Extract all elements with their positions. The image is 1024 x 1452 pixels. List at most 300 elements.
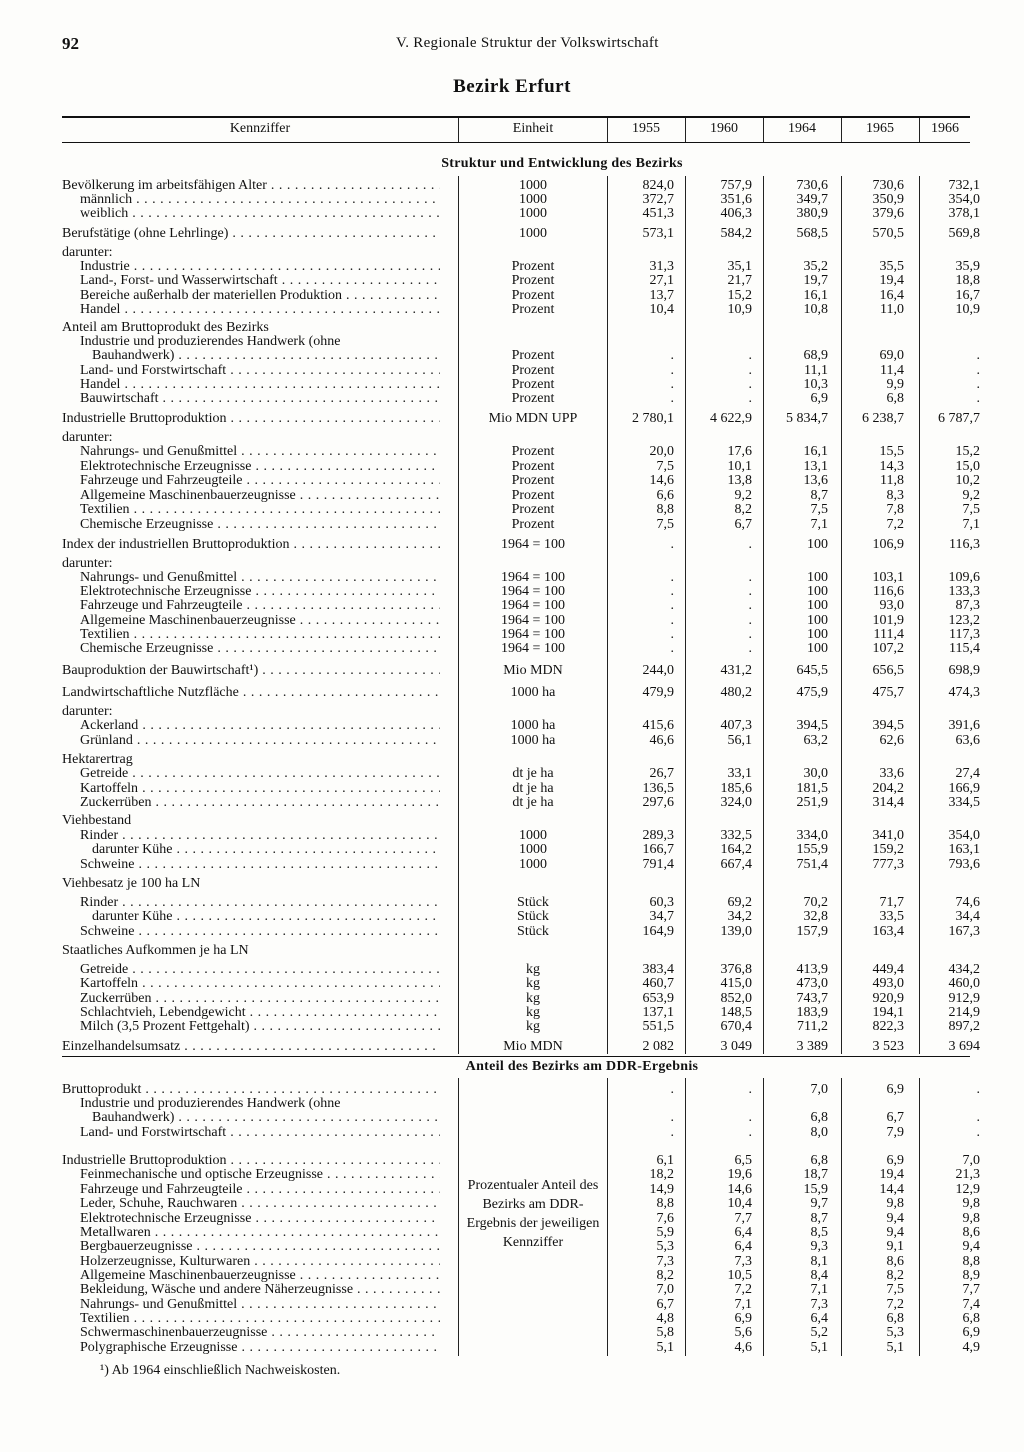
cell-1955: . (670, 1082, 674, 1097)
row-label: Industrie . . . (80, 259, 440, 274)
cell-1965: 777,3 (872, 857, 904, 872)
cell-1966: 74,6 (955, 895, 980, 910)
cell-1965: 3 523 (872, 1039, 904, 1054)
cell-1955: 2 780,1 (632, 411, 674, 426)
cell-1965: 101,9 (872, 613, 904, 628)
cell-1964: 334,0 (796, 828, 828, 843)
cell-1965: 6,8 (886, 1311, 904, 1326)
cell-1966: 474,3 (948, 685, 980, 700)
cell-1966: 8,6 (962, 1225, 980, 1240)
row-label: darunter: (62, 556, 113, 571)
table-row (0, 1325, 1024, 1340)
chapter-heading: V. Regionale Struktur der Volkswirtschaft (396, 35, 659, 51)
cell-1960: . (748, 363, 752, 378)
row-label: Schwermaschinenbauerzeugnisse . . . (80, 1325, 440, 1340)
table-row (0, 766, 1024, 781)
section-title-structure: Struktur und Entwicklung des Bezirks (441, 156, 683, 171)
row-unit: Mio MDN UPP (488, 411, 578, 426)
cell-1960: 431,2 (720, 663, 752, 678)
table-row (0, 192, 1024, 207)
row-label: Textilien . . . (80, 627, 440, 642)
cell-1964: 68,9 (803, 348, 828, 363)
cell-1965: 11,8 (880, 473, 904, 488)
cell-1964: 9,7 (810, 1196, 828, 1211)
cell-1965: 656,5 (872, 663, 904, 678)
column-divider (763, 118, 764, 142)
row-unit: 1000 (519, 178, 547, 193)
cell-1965: 107,2 (872, 641, 904, 656)
row-label: Textilien . . . (80, 1311, 440, 1326)
table-row (0, 391, 1024, 406)
cell-1965: 8,6 (886, 1254, 904, 1269)
cell-1966: 87,3 (955, 598, 980, 613)
cell-1960: 13,8 (727, 473, 752, 488)
cell-1955: 824,0 (642, 178, 674, 193)
cell-1966: 8,9 (962, 1268, 980, 1283)
row-label: Industrielle Bruttoproduktion . . . (62, 411, 440, 426)
row-unit: dt je ha (512, 795, 554, 810)
cell-1966: 116,3 (949, 537, 980, 552)
cell-1966: 793,6 (948, 857, 980, 872)
cell-1965: 103,1 (872, 570, 904, 585)
cell-1960: 6,9 (734, 1311, 752, 1326)
table-row (0, 411, 1024, 426)
row-label: Landwirtschaftliche Nutzfläche . . . (62, 685, 440, 700)
cell-1965: 159,2 (872, 842, 904, 857)
cell-1964: 7,3 (810, 1297, 828, 1312)
table-row (0, 1182, 1024, 1197)
row-label: Leder, Schuhe, Rauchwaren . . . (80, 1196, 440, 1211)
cell-1955: . (670, 1110, 674, 1125)
table-row (0, 1225, 1024, 1240)
table-row (0, 1340, 1024, 1355)
cell-1960: 376,8 (720, 962, 752, 977)
cell-1966: 34,4 (955, 909, 980, 924)
row-label: Grünland . . . (80, 733, 440, 748)
cell-1960: 6,7 (734, 517, 752, 532)
table-row (0, 943, 1024, 958)
cell-1960: 670,4 (720, 1019, 752, 1034)
cell-1966: . (976, 363, 980, 378)
cell-1955: 7,5 (656, 517, 674, 532)
cell-1960: 407,3 (720, 718, 752, 733)
cell-1965: 93,0 (879, 598, 904, 613)
cell-1965: 71,7 (879, 895, 904, 910)
row-label: Feinmechanische und optische Erzeugnisse . . . (80, 1167, 440, 1182)
cell-1966: . (976, 391, 980, 406)
cell-1964: 35,2 (803, 259, 828, 274)
row-label: Kartoffeln . . . (80, 781, 440, 796)
cell-1955: 18,2 (649, 1167, 674, 1182)
row-label: Nahrungs- und Genußmittel . . . (80, 444, 440, 459)
cell-1966: 732,1 (948, 178, 980, 193)
table-row (0, 1039, 1024, 1054)
cell-1964: 32,8 (803, 909, 828, 924)
row-unit: 1964 = 100 (501, 613, 565, 628)
table-row (0, 857, 1024, 872)
cell-1955: 2 082 (642, 1039, 674, 1054)
row-label: Elektrotechnische Erzeugnisse . . . (80, 584, 440, 599)
table-row (0, 1297, 1024, 1312)
cell-1964: 11,1 (804, 363, 828, 378)
row-label: Land- und Forstwirtschaft . . . (80, 363, 440, 378)
cell-1964: 3 389 (796, 1039, 828, 1054)
cell-1955: 551,5 (642, 1019, 674, 1034)
table-row (0, 288, 1024, 303)
cell-1966: 166,9 (948, 781, 980, 796)
cell-1955: 297,6 (642, 795, 674, 810)
table-row (0, 1082, 1024, 1097)
cell-1960: 7,3 (734, 1254, 752, 1269)
cell-1960: 6,5 (734, 1153, 752, 1168)
cell-1965: 33,6 (879, 766, 904, 781)
cell-1966: 897,2 (948, 1019, 980, 1034)
cell-1964: 100 (807, 627, 828, 642)
row-label: Bergbauerzeugnisse . . . (80, 1239, 440, 1254)
cell-1964: 7,0 (810, 1082, 828, 1097)
cell-1960: 19,6 (727, 1167, 752, 1182)
cell-1965: 204,2 (872, 781, 904, 796)
cell-1955: . (670, 1125, 674, 1140)
cell-1960: 10,4 (727, 1196, 752, 1211)
cell-1964: 568,5 (796, 226, 828, 241)
cell-1964: 8,7 (810, 1211, 828, 1226)
row-unit: Prozent (511, 444, 555, 459)
cell-1965: 350,9 (872, 192, 904, 207)
cell-1966: 16,7 (955, 288, 980, 303)
cell-1955: . (670, 391, 674, 406)
table-row (0, 663, 1024, 678)
cell-1960: . (748, 377, 752, 392)
cell-1955: . (670, 598, 674, 613)
cell-1964: 181,5 (796, 781, 828, 796)
cell-1966: 115,4 (949, 641, 980, 656)
table-row (0, 537, 1024, 552)
cell-1964: 9,3 (810, 1239, 828, 1254)
cell-1955: 6,6 (656, 488, 674, 503)
cell-1960: 9,2 (734, 488, 752, 503)
table-row (0, 1196, 1024, 1211)
cell-1964: 100 (807, 570, 828, 585)
table-row (0, 991, 1024, 1006)
row-label: Zuckerrüben . . . (80, 991, 440, 1006)
cell-1960: . (748, 641, 752, 656)
cell-1966: . (976, 1125, 980, 1140)
cell-1960: . (748, 537, 752, 552)
cell-1955: 136,5 (642, 781, 674, 796)
table-row (0, 556, 1024, 571)
cell-1960: . (748, 613, 752, 628)
row-unit: Prozent (511, 459, 555, 474)
row-label: darunter: (62, 430, 113, 445)
cell-1955: 60,3 (649, 895, 674, 910)
cell-1960: 8,2 (734, 502, 752, 517)
cell-1955: 415,6 (642, 718, 674, 733)
cell-1965: 730,6 (872, 178, 904, 193)
cell-1955: 5,3 (656, 1239, 674, 1254)
cell-1960: 7,1 (734, 1297, 752, 1312)
cell-1965: 493,0 (872, 976, 904, 991)
cell-1965: 475,7 (872, 685, 904, 700)
row-label: Schweine . . . (80, 857, 440, 872)
table-row (0, 1125, 1024, 1140)
row-label: Polygraphische Erzeugnisse . . . (80, 1340, 440, 1355)
table-row (0, 895, 1024, 910)
row-label: Fahrzeuge und Fahrzeugteile . . . (80, 1182, 440, 1197)
cell-1964: 251,9 (796, 795, 828, 810)
table-row (0, 1282, 1024, 1297)
cell-1966: 698,9 (948, 663, 980, 678)
row-label: Industrie und produzierendes Handwerk (ohne (80, 334, 341, 349)
table-row (0, 473, 1024, 488)
row-unit: Prozent (511, 273, 555, 288)
cell-1960: 139,0 (720, 924, 752, 939)
table-row (0, 752, 1024, 767)
cell-1966: . (976, 1110, 980, 1125)
cell-1955: 166,7 (642, 842, 674, 857)
table-row (0, 178, 1024, 193)
row-label: Handel . . . (80, 377, 440, 392)
cell-1966: 3 694 (948, 1039, 980, 1054)
row-unit: Stück (517, 924, 549, 939)
row-unit: Prozent (511, 473, 555, 488)
row-label: Bevölkerung im arbeitsfähigen Alter . . . (62, 178, 440, 193)
table-row (0, 459, 1024, 474)
table-row (0, 1153, 1024, 1168)
cell-1966: . (976, 1082, 980, 1097)
cell-1955: 27,1 (649, 273, 674, 288)
cell-1964: 5,1 (810, 1340, 828, 1355)
cell-1960: 757,9 (720, 178, 752, 193)
row-label: Holzerzeugnisse, Kulturwaren . . . (80, 1254, 440, 1269)
row-unit: Stück (517, 895, 549, 910)
row-label: weiblich . . . (80, 206, 440, 221)
cell-1966: 15,2 (955, 444, 980, 459)
cell-1955: 5,1 (656, 1340, 674, 1355)
cell-1960: 69,2 (727, 895, 752, 910)
row-unit: 1964 = 100 (501, 627, 565, 642)
cell-1966: 9,8 (962, 1211, 980, 1226)
cell-1964: 6,4 (810, 1311, 828, 1326)
cell-1965: 5,1 (886, 1340, 904, 1355)
table-row (0, 976, 1024, 991)
cell-1965: 16,4 (879, 288, 904, 303)
cell-1955: 8,8 (656, 502, 674, 517)
cell-1966: 9,8 (962, 1196, 980, 1211)
table-row (0, 641, 1024, 656)
row-unit: kg (526, 962, 540, 977)
table-row (0, 876, 1024, 891)
row-label: Ackerland . . . (80, 718, 440, 733)
row-label: Bauhandwerk) . . . (92, 348, 440, 363)
row-label: Schweine . . . (80, 924, 440, 939)
cell-1966: 354,0 (948, 192, 980, 207)
cell-1955: 8,8 (656, 1196, 674, 1211)
cell-1964: 8,4 (810, 1268, 828, 1283)
cell-1965: 35,5 (879, 259, 904, 274)
row-label: Chemische Erzeugnisse . . . (80, 641, 440, 656)
cell-1964: 711,2 (797, 1019, 828, 1034)
cell-1964: 100 (807, 613, 828, 628)
cell-1964: 155,9 (796, 842, 828, 857)
cell-1965: 6,8 (886, 391, 904, 406)
cell-1965: 570,5 (872, 226, 904, 241)
cell-1955: 10,4 (649, 302, 674, 317)
cell-1960: 351,6 (720, 192, 752, 207)
table-row (0, 320, 1024, 335)
cell-1964: 19,7 (803, 273, 828, 288)
row-label: Bauhandwerk) . . . (92, 1110, 440, 1125)
cell-1966: 434,2 (948, 962, 980, 977)
cell-1955: . (670, 584, 674, 599)
column-divider (919, 118, 920, 142)
cell-1966: . (976, 348, 980, 363)
row-label: Anteil am Bruttoprodukt des Bezirks (62, 320, 269, 335)
cell-1966: 912,9 (948, 991, 980, 1006)
cell-1966: 133,3 (948, 584, 980, 599)
cell-1960: 34,2 (727, 909, 752, 924)
row-label: Elektrotechnische Erzeugnisse . . . (80, 1211, 440, 1226)
row-label: Rinder . . . (80, 895, 440, 910)
cell-1964: 15,9 (803, 1182, 828, 1197)
cell-1964: 16,1 (803, 444, 828, 459)
row-unit: Stück (517, 909, 549, 924)
cell-1964: 394,5 (796, 718, 828, 733)
cell-1966: 9,4 (962, 1239, 980, 1254)
table-row (0, 348, 1024, 363)
cell-1960: 5,6 (734, 1325, 752, 1340)
cell-1966: 10,9 (955, 302, 980, 317)
cell-1955: . (670, 537, 674, 552)
cell-1964: 6,9 (810, 391, 828, 406)
cell-1960: 332,5 (720, 828, 752, 843)
table-row (0, 813, 1024, 828)
row-unit: Prozent (511, 488, 555, 503)
row-unit: Mio MDN (503, 663, 563, 678)
row-label: Allgemeine Maschinenbauerzeugnisse . . . (80, 488, 440, 503)
cell-1964: 8,5 (810, 1225, 828, 1240)
row-unit: kg (526, 1005, 540, 1020)
row-label: Hektarertrag (62, 752, 133, 767)
table-row (0, 909, 1024, 924)
row-label: Industrie und produzierendes Handwerk (ohne (80, 1096, 341, 1111)
header-kennziffer: Kennziffer (229, 121, 291, 136)
cell-1964: 100 (807, 584, 828, 599)
table-row (0, 733, 1024, 748)
header-year-1964: 1964 (788, 121, 816, 136)
cell-1966: 6,9 (962, 1325, 980, 1340)
table-row (0, 245, 1024, 260)
cell-1964: 30,0 (803, 766, 828, 781)
row-unit: 1000 (519, 857, 547, 872)
cell-1955: 451,3 (642, 206, 674, 221)
row-label: Schlachtvieh, Lebendgewicht . . . (80, 1005, 440, 1020)
cell-1964: 6,8 (810, 1153, 828, 1168)
cell-1964: 5,2 (810, 1325, 828, 1340)
cell-1955: 14,9 (649, 1182, 674, 1197)
cell-1966: 18,8 (955, 273, 980, 288)
row-label: männlich . . . (80, 192, 440, 207)
cell-1964: 157,9 (796, 924, 828, 939)
cell-1966: 354,0 (948, 828, 980, 843)
cell-1964: 18,7 (803, 1167, 828, 1182)
cell-1966: 6,8 (962, 1311, 980, 1326)
cell-1960: 164,2 (720, 842, 752, 857)
cell-1955: 383,4 (642, 962, 674, 977)
section-title-ddr-share: Anteil des Bezirks am DDR-Ergebnis (465, 1059, 699, 1074)
cell-1955: . (670, 570, 674, 585)
cell-1960: 415,0 (720, 976, 752, 991)
cell-1966: 378,1 (948, 206, 980, 221)
cell-1960: 33,1 (727, 766, 752, 781)
cell-1965: 920,9 (872, 991, 904, 1006)
cell-1966: 460,0 (948, 976, 980, 991)
cell-1955: 289,3 (642, 828, 674, 843)
row-unit: dt je ha (512, 766, 554, 781)
row-label: Bauwirtschaft . . . (80, 391, 440, 406)
cell-1965: 8,2 (886, 1268, 904, 1283)
table-row (0, 502, 1024, 517)
row-label: darunter Kühe . . . (92, 909, 440, 924)
cell-1960: 17,6 (727, 444, 752, 459)
row-label: Fahrzeuge und Fahrzeugteile . . . (80, 473, 440, 488)
cell-1955: 7,0 (656, 1282, 674, 1297)
row-label: Zuckerrüben . . . (80, 795, 440, 810)
cell-1965: 7,2 (886, 517, 904, 532)
cell-1965: 11,0 (880, 302, 904, 317)
cell-1966: 7,5 (962, 502, 980, 517)
row-unit: 1000 ha (510, 718, 556, 733)
cell-1955: 791,4 (642, 857, 674, 872)
cell-1955: . (670, 377, 674, 392)
table-row (0, 430, 1024, 445)
cell-1966: 7,0 (962, 1153, 980, 1168)
row-unit: Prozent (511, 259, 555, 274)
row-label: Index der industriellen Bruttoproduktion . . . (62, 537, 440, 552)
cell-1966: 167,3 (948, 924, 980, 939)
cell-1955: 7,3 (656, 1254, 674, 1269)
table-row (0, 1239, 1024, 1254)
row-label: Land- und Forstwirtschaft . . . (80, 1125, 440, 1140)
cell-1960: 56,1 (727, 733, 752, 748)
cell-1966: 9,2 (962, 488, 980, 503)
cell-1966: 123,2 (948, 613, 980, 628)
cell-1960: 3 049 (720, 1039, 752, 1054)
cell-1965: 62,6 (879, 733, 904, 748)
cell-1966: 10,2 (955, 473, 980, 488)
cell-1966: 35,9 (955, 259, 980, 274)
cell-1964: 8,7 (810, 488, 828, 503)
cell-1955: 479,9 (642, 685, 674, 700)
row-unit: Prozent (511, 363, 555, 378)
cell-1966: 15,0 (955, 459, 980, 474)
cell-1955: 20,0 (649, 444, 674, 459)
unit-note: Prozentualer Anteil des Bezirks am DDR-Ergebnis der jeweiligen Kennziffer (466, 1178, 600, 1250)
cell-1966: 163,1 (948, 842, 980, 857)
page-number: 92 (62, 34, 79, 53)
cell-1964: 349,7 (796, 192, 828, 207)
cell-1955: 244,0 (642, 663, 674, 678)
cell-1955: 8,2 (656, 1268, 674, 1283)
page-title: Bezirk Erfurt (453, 76, 571, 97)
cell-1955: . (670, 641, 674, 656)
table-row (0, 828, 1024, 843)
row-label: Chemische Erzeugnisse . . . (80, 517, 440, 532)
cell-1955: 653,9 (642, 991, 674, 1006)
column-divider (685, 118, 686, 142)
table-row (0, 718, 1024, 733)
header-year-1955: 1955 (632, 121, 660, 136)
